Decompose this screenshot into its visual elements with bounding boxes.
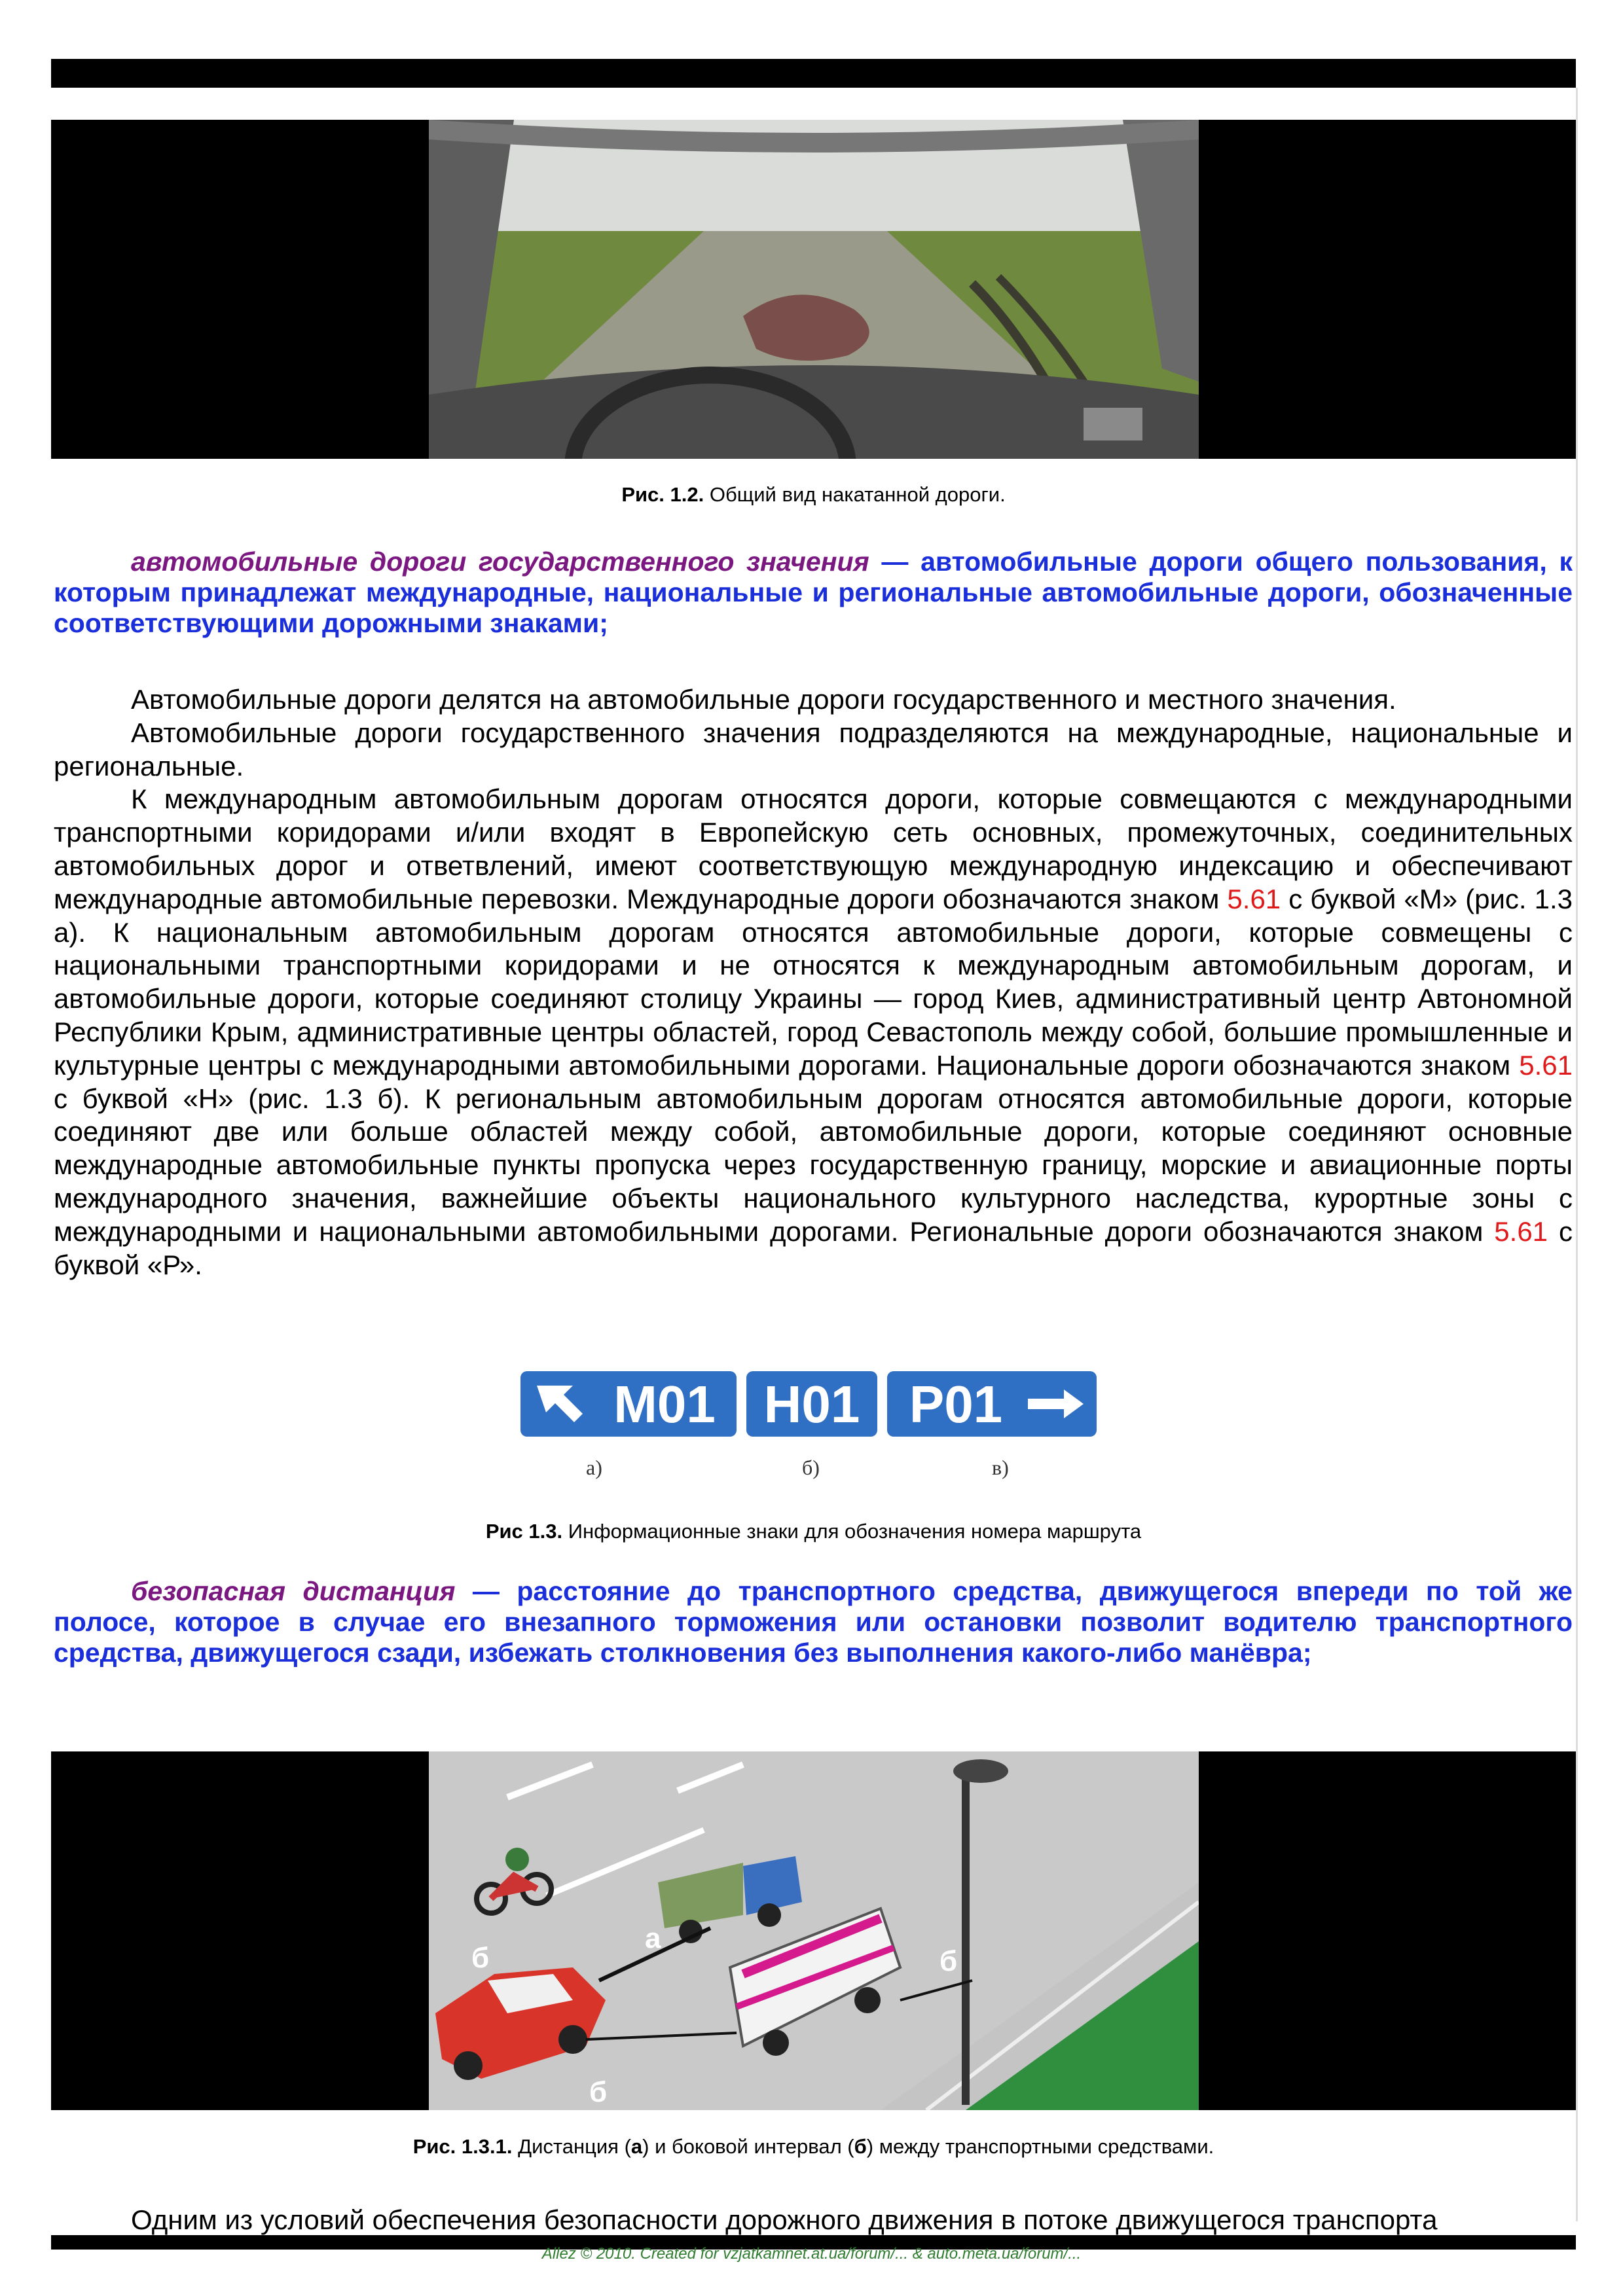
figure-1-3-1-band xyxy=(51,1751,1576,2110)
paragraph xyxy=(54,783,1573,1282)
page-right-border xyxy=(1576,88,1578,2221)
paragraph-part: с буквой «М» (рис. 1.3 а). К национальным автомобильным дорогам относятся автомобильные дороги, которые совмещены с национальными транспортными коридорами и не относятся к международным автомобильным дорогам, и автомобильные дороги, которые соединяют столицу Украины — город Киев, административный центр Автономной Республики Крым, административные центры областей, город Севастополь между собой, большие промышленные и культурные центры с международными автомобильными дорогами. Национальные дороги обозначаются знаком xyxy=(54,883,1573,1081)
figure-1-2-label: Рис. 1.2. xyxy=(621,483,704,506)
top-black-bar xyxy=(51,59,1576,88)
paragraph: Автомобильные дороги государственного значения подразделяются на международные, национальные и региональные. xyxy=(54,717,1573,781)
figure-1-3-label: Рис 1.3. xyxy=(485,1520,563,1543)
definition-text: автомобильные дороги общего пользования, к которым принадлежат международные, национальные и региональные автомобильные дороги, обозначенные соответствующими дорожными знаками; xyxy=(54,547,1573,638)
figure-1-3-text: Информационные знаки для обозначения номера маршрута xyxy=(568,1520,1142,1543)
caption-bold-a: а xyxy=(630,2135,643,2158)
sign-sub-label: в) xyxy=(992,1456,1009,1479)
sign-sub-label: б) xyxy=(802,1456,820,1479)
label-b: б xyxy=(471,1942,490,1974)
figure-1-3-1-caption xyxy=(51,2135,1576,2159)
caption-bold-b: б xyxy=(854,2135,867,2158)
definition-state-roads xyxy=(54,547,1573,639)
figure-1-2-caption xyxy=(51,483,1576,507)
definition-text: расстояние до транспортного средства, движущегося впереди по той же полосе, которое в случае его внезапного торможения или остановки позволит водителю транспортного средства, движущегося сзади, избежать столкновения без выполнения какого-либо манёвра; xyxy=(54,1576,1573,1668)
caption-part: Дистанция ( xyxy=(518,2135,631,2158)
paragraph-part: К международным автомобильным дорогам относятся дороги, которые совмещаются с международными транспортными коридорами и/или входят в Европейскую сеть основных, промежуточных, соединительных автомобильных дорог и ответвлений, имеют соответствующую международную индексацию и обеспечивают международные автомобильные перевозки. Международные дороги обозначаются знаком xyxy=(54,783,1573,914)
footer-credit: Allez © 2010. Created for vzjatkamnet.at.ua/forum/... & auto.meta.ua/forum/... xyxy=(541,2245,1082,2263)
definition-dash: — xyxy=(881,547,909,577)
paragraph-part: с буквой «Н» (рис. 1.3 б). К региональным автомобильным дорогам относятся автомобильные дороги, которые соединяют две или больше областей между собой, автомобильные дороги, которые соединяют основные международные автомобильные пункты пропуска через государственную границу, морские и авиационные порты международного значения, важнейшие объекты национального культурного наследства, курортные зоны с международными и национальными автомобильными дорогами. Региональные дороги обозначаются знаком xyxy=(54,1083,1573,1247)
sign-code: M01 xyxy=(613,1375,716,1433)
paragraph-part: с буквой «Р». xyxy=(54,1215,1573,1280)
figure-1-2-band xyxy=(51,120,1576,459)
sign-h01 xyxy=(746,1371,877,1479)
sign-reference: 5.61 xyxy=(1519,1049,1573,1081)
caption-part: ) между транспортными средствами. xyxy=(866,2135,1214,2158)
sign-code: H01 xyxy=(763,1375,860,1433)
label-a: а xyxy=(645,1922,661,1954)
sign-code: P01 xyxy=(909,1375,1003,1433)
caption-part: ) и боковой интервал ( xyxy=(642,2135,854,2158)
definition-term: безопасная дистанция xyxy=(131,1576,456,1606)
definition-dash: — xyxy=(472,1576,500,1606)
last-line: Одним из условий обеспечения безопасности дорожного движения в потоке движущегося транспорта xyxy=(131,2204,1438,2235)
label-b: б xyxy=(939,1945,958,1977)
road-view-illustration xyxy=(429,120,1199,459)
definition-term: автомобильные дороги государственного значения xyxy=(131,547,869,577)
sign-reference: 5.61 xyxy=(1494,1215,1548,1247)
distance-interval-illustration xyxy=(429,1751,1199,2110)
figure-1-2-text: Общий вид накатанной дороги. xyxy=(709,483,1006,506)
sign-sub-label: а) xyxy=(586,1456,602,1479)
route-number-signs xyxy=(520,1371,1097,1482)
sign-m01 xyxy=(520,1371,737,1479)
definition-safe-distance xyxy=(54,1576,1573,1668)
label-b: б xyxy=(589,2076,608,2108)
paragraph: Автомобильные дороги делятся на автомобильные дороги государственного и местного значения. xyxy=(131,684,1396,715)
body-text xyxy=(54,683,1573,1282)
sign-reference: 5.61 xyxy=(1227,883,1281,914)
figure-1-3-caption xyxy=(51,1520,1576,1543)
sign-p01 xyxy=(887,1371,1097,1479)
figure-1-3-1-label: Рис. 1.3.1. xyxy=(412,2135,513,2158)
